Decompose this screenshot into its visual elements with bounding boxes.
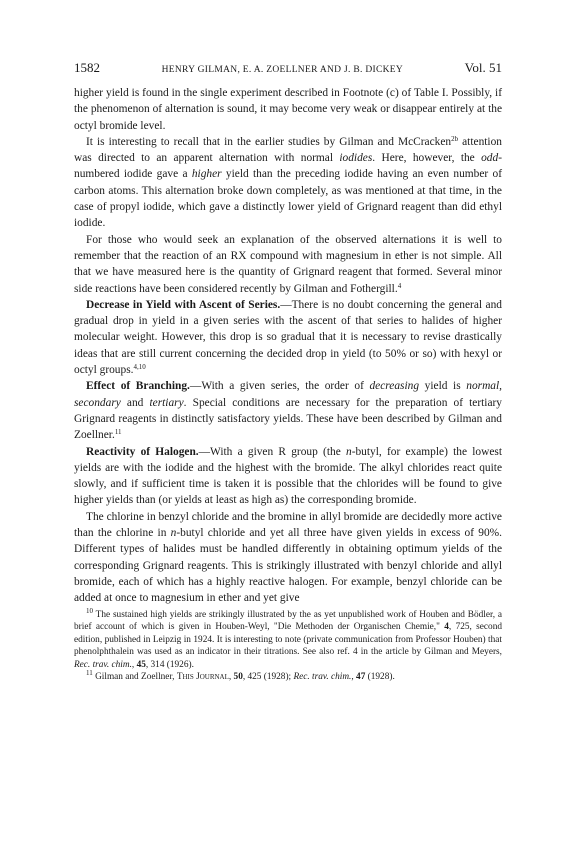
journal-page	[74, 60, 502, 684]
paragraph-chlorine-bromine: The chlorine in benzyl chloride and the bromine in allyl bromide are decidedly more active than the chlorine in n-butyl chloride and yet all three have given yields in excess of 90%. Different types of halides must be handled differently in obtaining optimum yields of the corresponding Grignard reagents. This is strikingly illustrated with benzyl chloride and allyl bromide, each of which has a highly reactive halogen. For example, benzyl chloride can be added at once to magnesium in ether and yet give	[74, 510, 502, 605]
citation-4: 4	[397, 281, 402, 290]
section-heading: Reactivity of Halogen.	[86, 445, 199, 458]
citation-11: 11	[114, 428, 122, 437]
section-heading: Decrease in Yield with Ascent of Series.	[86, 298, 281, 311]
paragraph-continued: higher yield is found in the single experiment described in Footnote (c) of Table I. Possibly, if the phenomenon of alternation is sound, it may become very weak or disappear entirely at the octyl bromide level.	[74, 87, 502, 132]
running-authors: HENRY GILMAN, E. A. ZOELLNER AND J. B. DICKEY	[161, 65, 404, 75]
section-heading: Effect of Branching.	[86, 380, 190, 393]
citation-4-10: 4,10	[133, 363, 146, 372]
section-decrease-in-yield: Decrease in Yield with Ascent of Series.—There is no doubt concerning the general and gradual drop in yield in a given series with the ascent of that series to halides of higher molecular weight. However, this drop is so gradual that it is necessary to revise drastically ideas that are still current concerning the decided drop in yield (to 50% or so) with hexyl or octyl groups.$^{4,10}$	[74, 298, 502, 377]
paragraph-alternation: It is interesting to recall that in the earlier studies by Gilman and McCracken$^{2b}$ attention was directed to an apparent alternation with normal iodides. Here, however, the odd-numbered iodide gave a higher yield than the preceding iodide having an even number of carbon atoms. This alternation broke down completely, as was mentioned at that time, in the case of propyl iodide, which gave a distinctly lower yield of Grignard reagent than did ethyl iodide.	[74, 134, 503, 230]
citation-2b: 2b	[451, 134, 459, 143]
paragraph-explanation: For those who would seek an explanation of the observed alternations it is well to remember that the reaction of an RX compound with magnesium in ether is not simple. All that we have measured here is the quantity of Grignard reagent that formed. Several minor side reactions have been considered recently by Gilman and Fothergill.$^4$	[74, 233, 502, 295]
section-effect-of-branching: Effect of Branching.—With a given series, the order of decreasing yield is normal, secondary and tertiary. Special conditions are necessary for the preparation of tertiary Grignard reagents in distinctly satisfactory yields. These have been described by Gilman and Zoellner.$^{11}$	[74, 380, 503, 442]
footnote-10: $^{10}$ The sustained high yields are strikingly illustrated by the as yet unpublished work of Houben and Bödler, a brief account of which is given in Houben-Weyl, "Die Methoden der Organischen Chemie," 4, 725, second edition, published in Leipzig in 1924. It is interesting to note (private communication from Professor Houben) that phenolphthalein was used as an indicator in their titrations. See also ref. 4 in the article by Gilman and Meyers, Rec. trav. chim., 45, 314 (1926).	[74, 606, 503, 670]
section-reactivity-of-halogen: Reactivity of Halogen.—With a given R group (the n-butyl, for example) the lowest yields are with the iodide and the highest with the bromide. The alkyl chlorides react quite slowly, and if sufficient time is taken it is possible that the chlorides will be found to give higher yields than (or yields at least as high as) the corresponding bromide.	[74, 445, 502, 507]
footnote-11: $^{11}$ Gilman and Zoellner, This Journal, 50, 425 (1928); Rec. trav. chim., 47 (1928).	[86, 669, 395, 683]
volume-label: Vol. 51	[464, 60, 502, 75]
page-number: 1582	[74, 60, 100, 75]
running-header	[74, 60, 502, 76]
footnotes	[74, 606, 503, 685]
